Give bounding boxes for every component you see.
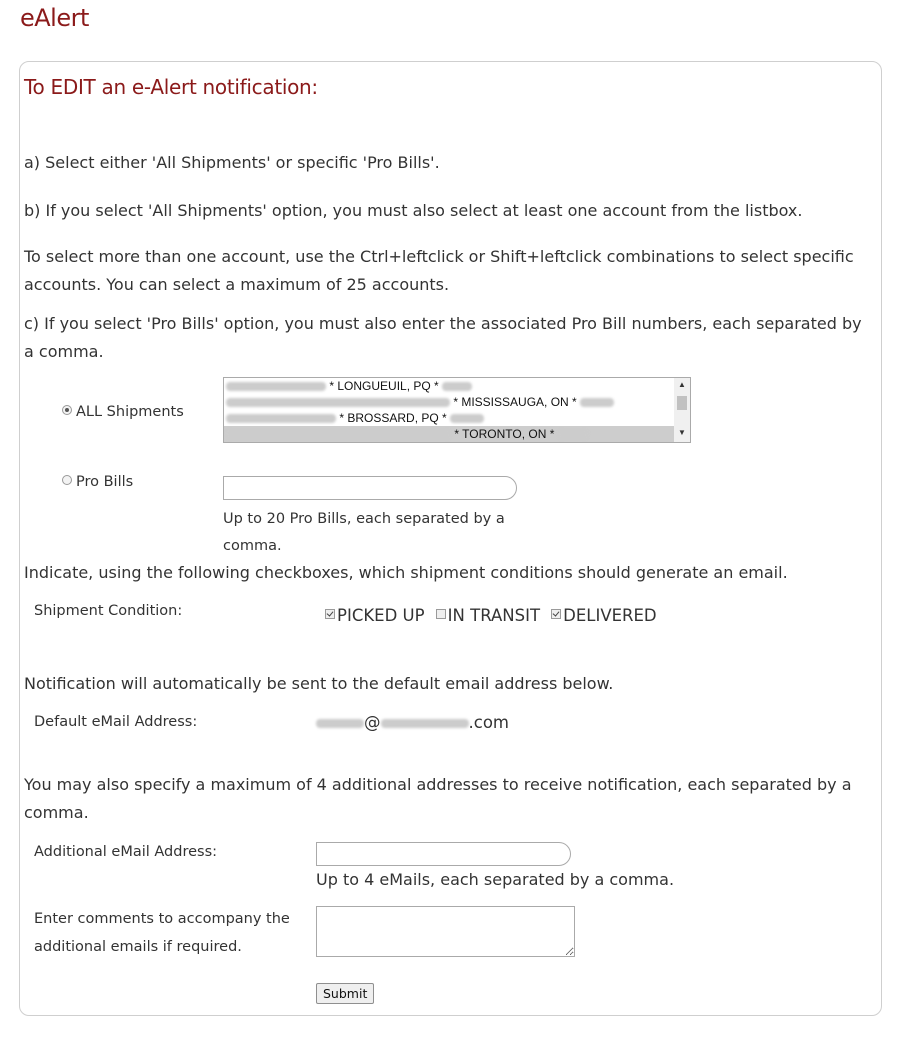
instruction-c: c) If you select 'Pro Bills' option, you must also enter the associated Pro Bill numbers, each separated by a comma.: [24, 314, 862, 361]
conditions-intro: Indicate, using the following checkboxes, which shipment conditions should generate an email.: [24, 563, 788, 582]
redacted-email-domain: [381, 719, 469, 728]
additional-email-hint: Up to 4 eMails, each separated by a comma.: [316, 870, 675, 889]
comments-label-line2: additional emails if required.: [34, 939, 242, 955]
redacted-account-name: [226, 382, 326, 391]
redacted-account-number: [450, 414, 484, 423]
pro-bills-hint: [223, 506, 505, 560]
email-at: @: [364, 713, 381, 732]
comments-label: [34, 905, 290, 961]
redacted-email-user: [316, 719, 364, 728]
pro-bills-option[interactable]: [62, 474, 133, 490]
instruction-b: b) If you select 'All Shipments' option, you must also select at least one account from the listbox.: [24, 201, 803, 220]
edit-alert-panel: [19, 61, 882, 1016]
scroll-down-arrow-icon[interactable]: ▼: [678, 428, 686, 437]
redacted-account-number: [442, 382, 472, 391]
pro-bills-radio[interactable]: [62, 475, 72, 485]
comments-textarea[interactable]: [316, 906, 575, 957]
list-item-label: * LONGUEUIL, PQ *: [329, 379, 439, 393]
delivered-label: DELIVERED: [563, 606, 657, 625]
email-suffix: .com: [468, 713, 509, 732]
accounts-listbox[interactable]: [223, 377, 691, 443]
default-email-label: Default eMail Address:: [34, 714, 198, 730]
default-email-value: [316, 713, 509, 732]
page-title: eAlert: [20, 4, 89, 32]
picked-up-checkbox[interactable]: [325, 609, 335, 619]
listbox-scrollbar[interactable]: [674, 378, 690, 442]
redacted-account-number: [558, 430, 588, 439]
redacted-account-name: [226, 414, 336, 423]
list-item[interactable]: [224, 410, 690, 426]
instruction-a: a) Select either 'All Shipments' or specific 'Pro Bills'.: [24, 153, 440, 172]
scroll-up-arrow-icon[interactable]: ▲: [678, 380, 686, 389]
list-item-label: * BROSSARD, PQ *: [339, 411, 447, 425]
panel-heading: To EDIT an e-Alert notification:: [24, 75, 318, 99]
instruction-multi-select: To select more than one account, use the Ctrl+leftclick or Shift+leftclick combinations to select specific accounts. You can select a maximum of 25 accounts.: [24, 247, 854, 294]
shipment-condition-group: [325, 605, 663, 625]
pro-bills-hint-line2: comma.: [223, 538, 282, 554]
additional-email-label: Additional eMail Address:: [34, 844, 218, 860]
list-item-label: * TORONTO, ON *: [454, 427, 555, 441]
redacted-account-name: [226, 398, 450, 407]
pro-bills-input[interactable]: [223, 476, 517, 500]
condition-delivered[interactable]: [551, 605, 663, 624]
additional-email-input[interactable]: [316, 842, 571, 866]
redacted-account-name: [226, 430, 451, 439]
picked-up-label: PICKED UP: [337, 606, 425, 625]
list-item-selected[interactable]: [224, 426, 690, 442]
list-item-label: * MISSISSAUGA, ON *: [453, 395, 577, 409]
in-transit-checkbox[interactable]: [436, 609, 446, 619]
condition-picked-up[interactable]: [325, 605, 436, 624]
pro-bills-label: Pro Bills: [76, 474, 134, 490]
all-shipments-label: ALL Shipments: [76, 404, 184, 420]
shipment-condition-label: Shipment Condition:: [34, 603, 183, 619]
comments-label-line1: Enter comments to accompany the: [34, 911, 290, 927]
delivered-checkbox[interactable]: [551, 609, 561, 619]
list-item[interactable]: [224, 378, 690, 394]
list-item[interactable]: [224, 394, 690, 410]
in-transit-label: IN TRANSIT: [447, 606, 541, 625]
all-shipments-option[interactable]: [62, 404, 184, 420]
scroll-thumb[interactable]: [677, 396, 687, 410]
all-shipments-radio[interactable]: [62, 405, 72, 415]
pro-bills-hint-line1: Up to 20 Pro Bills, each separated by a: [223, 511, 505, 527]
default-email-intro: Notification will automatically be sent to the default email address below.: [24, 674, 614, 693]
submit-button[interactable]: Submit: [316, 983, 374, 1004]
redacted-account-number: [580, 398, 614, 407]
condition-in-transit[interactable]: [436, 605, 551, 624]
additional-email-intro: You may also specify a maximum of 4 additional addresses to receive notification, each separated by a comma.: [24, 775, 852, 822]
